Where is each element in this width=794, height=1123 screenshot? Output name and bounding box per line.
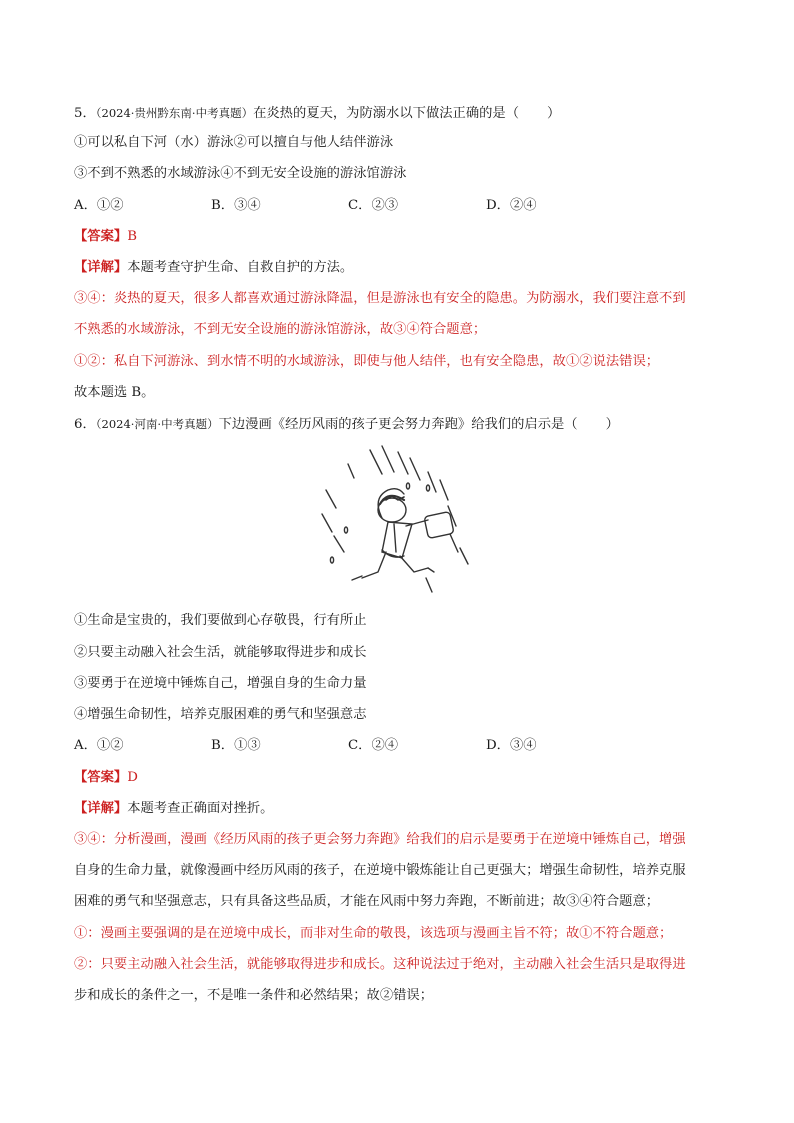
- q6-item: ①生命是宝贵的，我们要做到心存敬畏，行有所止: [74, 613, 367, 628]
- q5-items-line1: ①可以私自下河（水）游泳②可以擅自与他人结伴游泳: [74, 135, 394, 150]
- q5-conclusion: 故本题选 B。: [74, 385, 155, 400]
- q6-item: ④增强生命韧性，培养克服困难的勇气和坚强意志: [74, 707, 367, 722]
- q5-option-b: B．③④: [211, 198, 261, 213]
- q6-option-d: D．③④: [486, 738, 537, 753]
- q6-detail: [74, 800, 273, 818]
- q6-stem-close: ）: [605, 417, 619, 432]
- q5-number: 5．: [74, 106, 96, 121]
- q5-analysis-line: ①②：私自下河游泳、到水情不明的水域游泳，即使与他人结伴，也有安全隐患，故①②说法错误；: [74, 354, 660, 369]
- q5-source: （2024·贵州黔东南·中考真题）: [95, 106, 254, 120]
- q6-answer-tag: 【答案】: [74, 770, 128, 785]
- q6-option-c: C．②④: [348, 738, 399, 753]
- running-child-in-rain-cartoon: [310, 444, 486, 602]
- q5-analysis-line: 不熟悉的水域游泳，不到无安全设施的游泳馆游泳，故③④符合题意；: [74, 322, 487, 337]
- q5-stem: [74, 104, 560, 123]
- q5-stem-text: 在炎热的夏天，为防溺水以下做法正确的是（: [253, 106, 520, 121]
- q6-stem: [74, 415, 619, 434]
- q5-analysis-line: ③④：炎热的夏天，很多人都喜欢通过游泳降温，但是游泳也有安全的隐患。为防溺水，我们要注意不到: [74, 291, 686, 306]
- q5-answer: [74, 228, 137, 246]
- q5-stem-close: ）: [547, 106, 561, 121]
- q5-option-c: C．②③: [348, 198, 399, 213]
- q6-source: （2024·河南·中考真题）: [95, 417, 219, 431]
- q6-analysis-line: ②：只要主动融入社会生活，就能够取得进步和成长。这种说法过于绝对，主动融入社会生活只是取得进: [74, 957, 686, 972]
- q6-analysis-line: 困难的勇气和坚强意志，只有具备这些品质，才能在风雨中努力奔跑，不断前进；故③④符合题意；: [74, 894, 660, 909]
- q6-answer: [74, 769, 138, 787]
- q6-number: 6．: [74, 417, 96, 432]
- q6-analysis-last-line: 步和成长的条件之一，不是唯一条件和必然结果；故②错误；: [74, 988, 434, 1003]
- q5-detail-text: 本题考查守护生命、自救自护的方法。: [127, 260, 354, 275]
- q6-option-b: B．①③: [211, 738, 261, 753]
- q6-detail-tag: 【详解】: [74, 801, 128, 816]
- q5-option-a: A．①②: [74, 198, 124, 213]
- q6-analysis-line: ③④：分析漫画，漫画《经历风雨的孩子更会努力奔跑》给我们的启示是要勇于在逆境中锤炼自己，增强: [74, 832, 686, 847]
- q6-item: ③要勇于在逆境中锤炼自己，增强自身的生命力量: [74, 676, 367, 691]
- q5-detail: [74, 259, 353, 277]
- q5-answer-value: B: [127, 229, 137, 244]
- q6-detail-text: 本题考查正确面对挫折。: [127, 801, 274, 816]
- q5-detail-tag: 【详解】: [74, 260, 128, 275]
- q5-option-d: D．②④: [486, 198, 537, 213]
- q5-answer-tag: 【答案】: [74, 229, 128, 244]
- q6-analysis-line: 自身的生命力量，就像漫画中经历风雨的孩子，在逆境中锻炼能让自己更强大；增强生命韧性，培养克服: [74, 863, 686, 878]
- q5-items-line2: ③不到不熟悉的水域游泳④不到无安全设施的游泳馆游泳: [74, 166, 407, 181]
- q6-stem-text: 下边漫画《经历风雨的孩子更会努力奔跑》给我们的启示是（: [218, 417, 578, 432]
- q6-analysis-line: ①：漫画主要强调的是在逆境中成长，而非对生命的敬畏，该选项与漫画主旨不符；故①不符合题意；: [74, 926, 673, 941]
- q6-option-a: A．①②: [74, 738, 124, 753]
- q6-item: ②只要主动融入社会生活，就能够取得进步和成长: [74, 645, 367, 660]
- q6-answer-value: D: [127, 770, 138, 785]
